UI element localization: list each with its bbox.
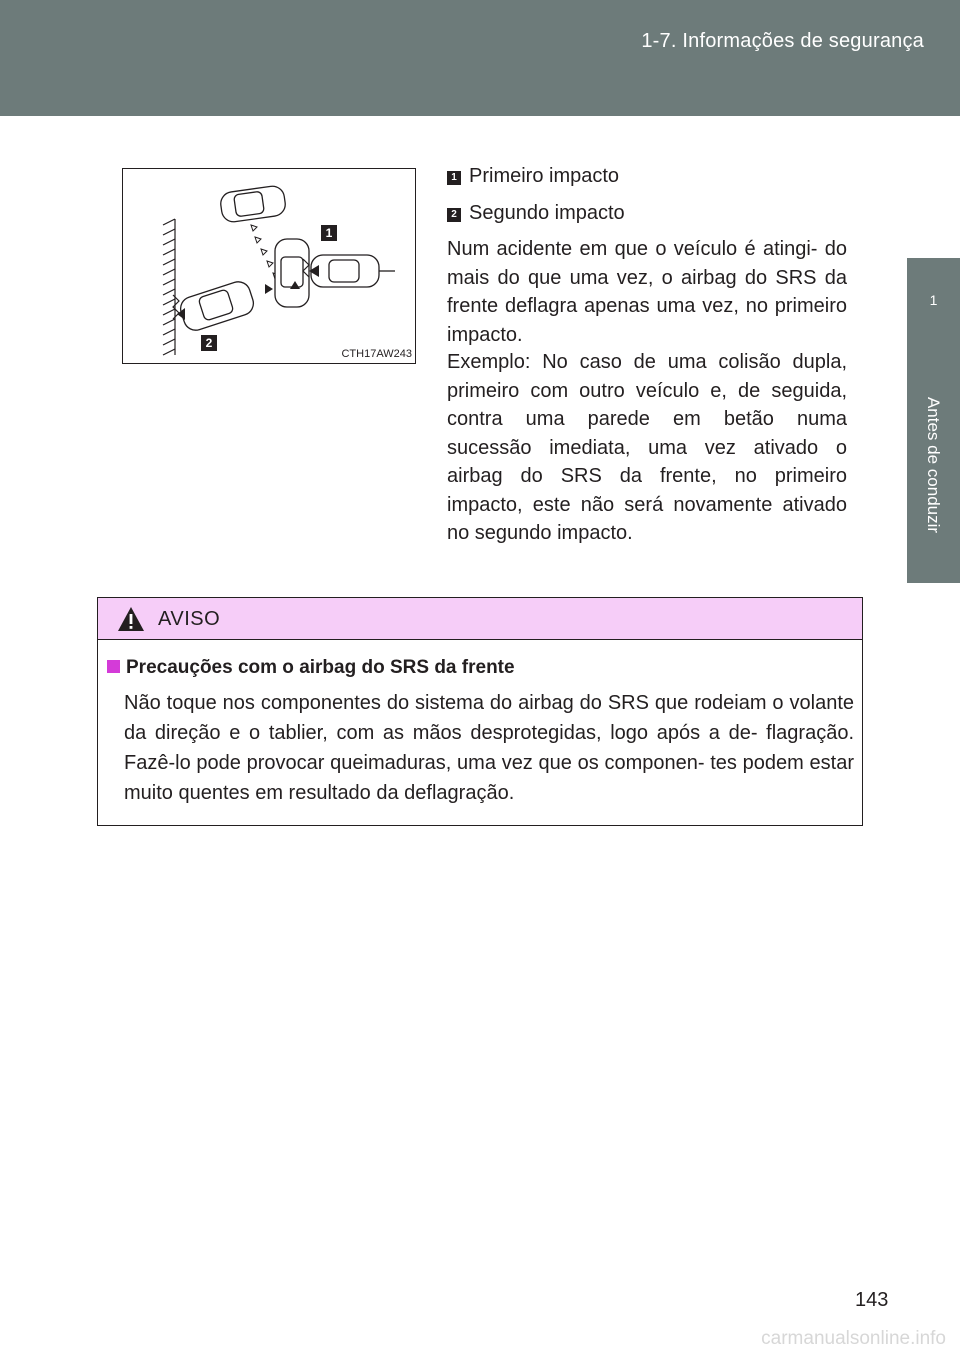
callout-label: Primeiro impacto bbox=[469, 165, 620, 187]
page-number: 143 bbox=[855, 1289, 889, 1311]
warning-item-title bbox=[107, 657, 515, 679]
square-bullet-icon bbox=[107, 660, 120, 673]
callout-badge: 1 bbox=[447, 171, 461, 185]
warning-item-heading: Precauções com o airbag do SRS da frente bbox=[126, 657, 515, 678]
callout-first-impact bbox=[447, 162, 619, 190]
warning-text: Não toque nos componentes do sistema do airbag do SRS que rodeiam o volante da direção e o tablier, com as mãos desprotegidas, logo após a de- flagração. Fazê-lo pode provocar queimaduras, uma vez que os componen- tes podem estar muito quentes em resultado da deflagração. bbox=[124, 692, 854, 804]
callout-label: Segundo impacto bbox=[469, 202, 625, 224]
chapter-number: 1 bbox=[929, 292, 938, 308]
chapter-title: Antes de conduzir bbox=[924, 396, 943, 534]
figure-badge-2: 2 bbox=[201, 335, 217, 351]
chapter-strip bbox=[907, 353, 960, 583]
callout-badge: 2 bbox=[447, 208, 461, 222]
figure-code: CTH17AW243 bbox=[341, 348, 412, 360]
collision-illustration bbox=[123, 169, 415, 363]
warning-header bbox=[98, 598, 862, 640]
header-bar bbox=[0, 0, 960, 116]
section-title: 1-7. Informações de segurança bbox=[641, 30, 924, 52]
paragraph-explanation: Num acidente em que o veículo é atingi- do mais do que uma vez, o airbag do SRS da frente deflagra apenas uma vez, no primeiro impacto. bbox=[447, 238, 847, 346]
warning-title: AVISO bbox=[158, 608, 221, 630]
warning-box bbox=[97, 597, 863, 826]
collision-diagram bbox=[122, 168, 416, 364]
callout-second-impact bbox=[447, 199, 625, 227]
figure-badge-1: 1 bbox=[321, 225, 337, 241]
warning-triangle-icon bbox=[116, 605, 146, 633]
watermark: carmanualsonline.info bbox=[761, 1328, 946, 1349]
paragraph-example: Exemplo: No caso de uma colisão dupla, primeiro com outro veículo e, de seguida, contra uma parede em betão numa sucessão imediata, uma vez ativado o airbag do SRS da frente, no primeiro impacto, este não será novamente ativado no segundo impacto. bbox=[447, 351, 847, 544]
